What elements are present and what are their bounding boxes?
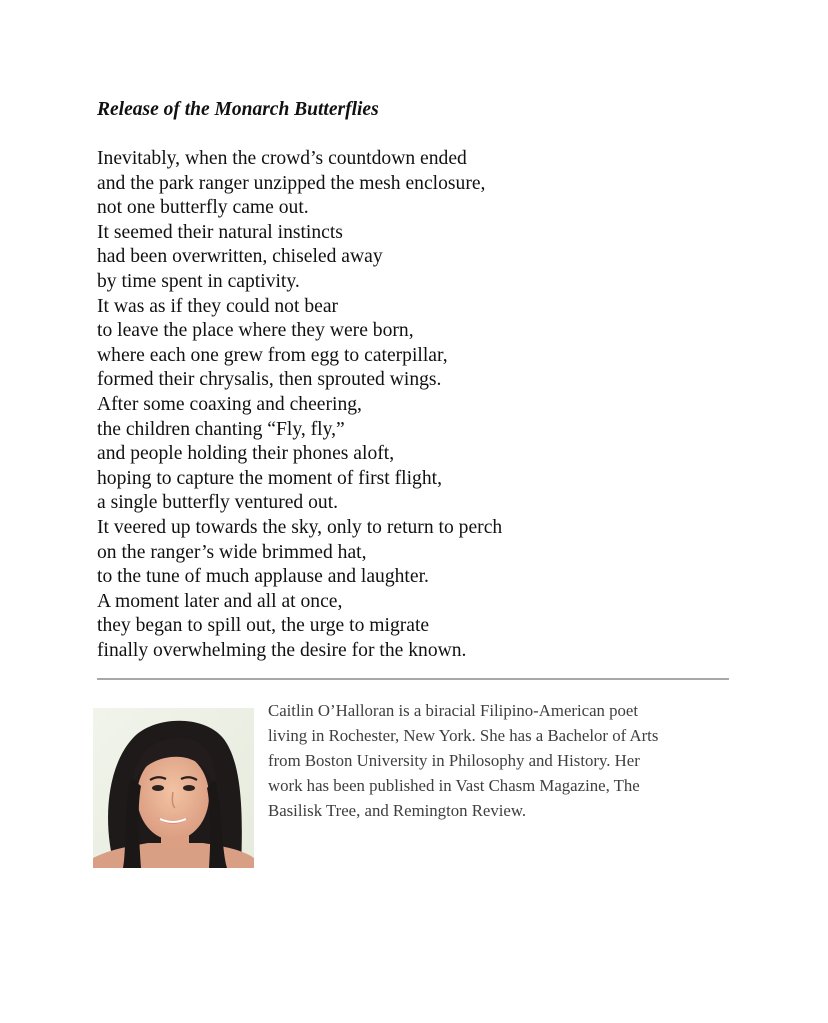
bio-line: Basilisk Tree, and Remington Review. bbox=[268, 801, 527, 820]
poem-line: a single butterfly ventured out. bbox=[97, 492, 339, 514]
poem-line: where each one grew from egg to caterpillar, bbox=[97, 344, 448, 366]
poem-line: It veered up towards the sky, only to return to perch bbox=[97, 516, 503, 538]
section-divider bbox=[97, 678, 729, 680]
poem-line: formed their chrysalis, then sprouted wings. bbox=[97, 369, 442, 391]
poem-line: hoping to capture the moment of first flight, bbox=[97, 467, 442, 489]
author-photo bbox=[93, 708, 254, 868]
poem-line: had been overwritten, chiseled away bbox=[97, 246, 383, 268]
poem-line: not one butterfly came out. bbox=[97, 197, 309, 219]
bio-line: work has been published in Vast Chasm Magazine, The bbox=[268, 776, 640, 795]
poem-line: and people holding their phones aloft, bbox=[97, 443, 395, 465]
poem-line: the children chanting “Fly, fly,” bbox=[97, 418, 345, 440]
poem-line: on the ranger’s wide brimmed hat, bbox=[97, 541, 367, 563]
poem-body bbox=[97, 147, 502, 663]
bio-line: Caitlin O’Halloran is a biracial Filipino-American poet bbox=[268, 701, 639, 720]
author-bio bbox=[268, 698, 738, 823]
poem-line: A moment later and all at once, bbox=[97, 590, 343, 612]
poem-line: by time spent in captivity. bbox=[97, 270, 300, 292]
portrait-image bbox=[93, 708, 254, 868]
poem-line: they began to spill out, the urge to migrate bbox=[97, 615, 430, 637]
poem-line: Inevitably, when the crowd’s countdown ended bbox=[97, 148, 467, 169]
poem-line: to the tune of much applause and laughter. bbox=[97, 566, 429, 588]
poem-line: and the park ranger unzipped the mesh enclosure, bbox=[97, 172, 486, 194]
poem-line: to leave the place where they were born, bbox=[97, 320, 414, 342]
poem-line: finally overwhelming the desire for the known. bbox=[97, 639, 467, 661]
bio-line: from Boston University in Philosophy and History. Her bbox=[268, 751, 640, 770]
bio-line: living in Rochester, New York. She has a Bachelor of Arts bbox=[268, 726, 659, 745]
poem-title: Release of the Monarch Butterflies bbox=[97, 99, 379, 120]
poem-line: It was as if they could not bear bbox=[97, 295, 339, 317]
poem-line: After some coaxing and cheering, bbox=[97, 393, 362, 415]
poem-line: It seemed their natural instincts bbox=[97, 221, 343, 243]
